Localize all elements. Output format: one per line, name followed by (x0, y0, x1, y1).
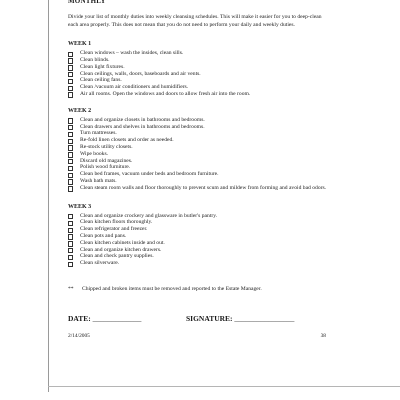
checklist-item-text: Turn mattresses. (80, 130, 117, 137)
checklist-item (68, 124, 348, 131)
checklist-item (68, 260, 348, 267)
checklist-item (68, 247, 348, 254)
page-number: 38 (320, 332, 326, 339)
checklist-item (68, 185, 348, 192)
checklist-item-text: Re-fold linen closets and order as needed. (80, 137, 174, 144)
checklist-item (68, 171, 348, 178)
checklist-item-text: Clean windows – wash the insides, clean sills. (80, 50, 184, 57)
checklist-item (68, 144, 348, 151)
checklist-item-text: Clean bed frames, vacuum under beds and bedroom furniture. (80, 171, 219, 178)
checklist-item-text: Clean silverware. (80, 260, 120, 267)
intro-paragraph: Divide your list of monthly duties into weekly cleansing schedules. This will make it easier for you to deep-clean each area properly. This does not mean that you do not need to perform your daily and weekly duties. (68, 14, 322, 28)
scan-bottom-edge (48, 386, 400, 387)
checklist-item-text: Clean and organize crockery and glassware in butler's pantry. (80, 212, 218, 219)
week-section-3 (68, 203, 348, 267)
week-title: WEEK 1 (68, 41, 92, 48)
date-label: DATE: (68, 313, 91, 323)
document-content (68, 0, 348, 339)
checkbox-icon (68, 92, 73, 97)
checklist-item-text: Clean refrigerator and freezer. (80, 226, 148, 233)
checklist-item (68, 151, 348, 158)
checklist-item (68, 117, 348, 124)
checklist-item-text: Clean light fixtures. (80, 63, 125, 70)
checklist-item-text: Clean /vacuum air conditioners and humidifiers. (80, 84, 189, 91)
checklist-item-text: Clean ceilings, walls, doors, baseboards and air vents. (80, 70, 201, 77)
checkbox-icon (68, 262, 73, 267)
checklist-item (68, 253, 348, 260)
checklist-item-text: Clean kitchen cabinets inside and out. (80, 239, 165, 246)
checklist-item-text: Clean ceiling fans. (80, 77, 122, 84)
checklist-item-text: Air all rooms. Open the windows and doors to allow fresh air into the room. (80, 90, 251, 97)
checklist-item (68, 137, 348, 144)
checkbox-icon (68, 186, 73, 191)
checklist-item (68, 64, 348, 71)
footnote (68, 286, 348, 293)
checklist-item (68, 233, 348, 240)
checklist-item-text: Clean and organize kitchen drawers. (80, 246, 162, 253)
signature-label: SIGNATURE: (186, 313, 233, 323)
checklist-item-text: Clean steam room walls and floor thoroughly to prevent scum and mildew from forming and avoid bad odors. (80, 184, 327, 191)
week-title: WEEK 2 (68, 107, 92, 114)
week-title: WEEK 3 (68, 203, 92, 210)
checklist-item (68, 178, 348, 185)
signature-line: ________________ (234, 313, 295, 323)
document-title: MONTHLY (68, 0, 106, 5)
checklist (68, 213, 348, 267)
scan-left-edge (48, 0, 49, 392)
checklist-item (68, 84, 348, 91)
footer-date: 2/14/2005 (68, 332, 90, 339)
footnote-text: Chipped and broken items must be removed and reported to the Estate Manager. (82, 285, 262, 292)
checklist-item-text: Wash bath mats. (80, 177, 117, 184)
page-footer (68, 333, 326, 339)
checklist-item-text: Polish wood furniture. (80, 164, 131, 171)
checklist-item-text: Discard old magazines. (80, 157, 133, 164)
week-section-2 (68, 107, 348, 192)
checklist-item-text: Clean drawers and shelves in bathrooms and bedrooms. (80, 123, 205, 130)
checklist-item-text: Re-stock utility closets. (80, 143, 133, 150)
checklist-item-text: Clean blinds. (80, 56, 110, 63)
footnote-mark: ** (68, 285, 74, 292)
checklist-item (68, 91, 348, 98)
checklist-item-text: Clean kitchen floors thoroughly. (80, 219, 153, 226)
checklist-item-text: Clean and organize closets in bathrooms and bedrooms. (80, 116, 205, 123)
signature-row (68, 314, 348, 323)
checklist-item-text: Clean and check pantry supplies. (80, 253, 154, 260)
checklist (68, 117, 348, 192)
checklist-item-text: Wipe books. (80, 150, 109, 157)
checklist-item-text: Clean pots and pans. (80, 232, 127, 239)
checklist-item (68, 226, 348, 233)
date-block (68, 314, 186, 323)
checklist (68, 50, 348, 98)
checklist-item (68, 240, 348, 247)
signature-block (186, 314, 294, 323)
week-section-1 (68, 40, 348, 98)
date-line: _____________ (92, 313, 142, 323)
checklist-item (68, 50, 348, 57)
checklist-item (68, 57, 348, 64)
